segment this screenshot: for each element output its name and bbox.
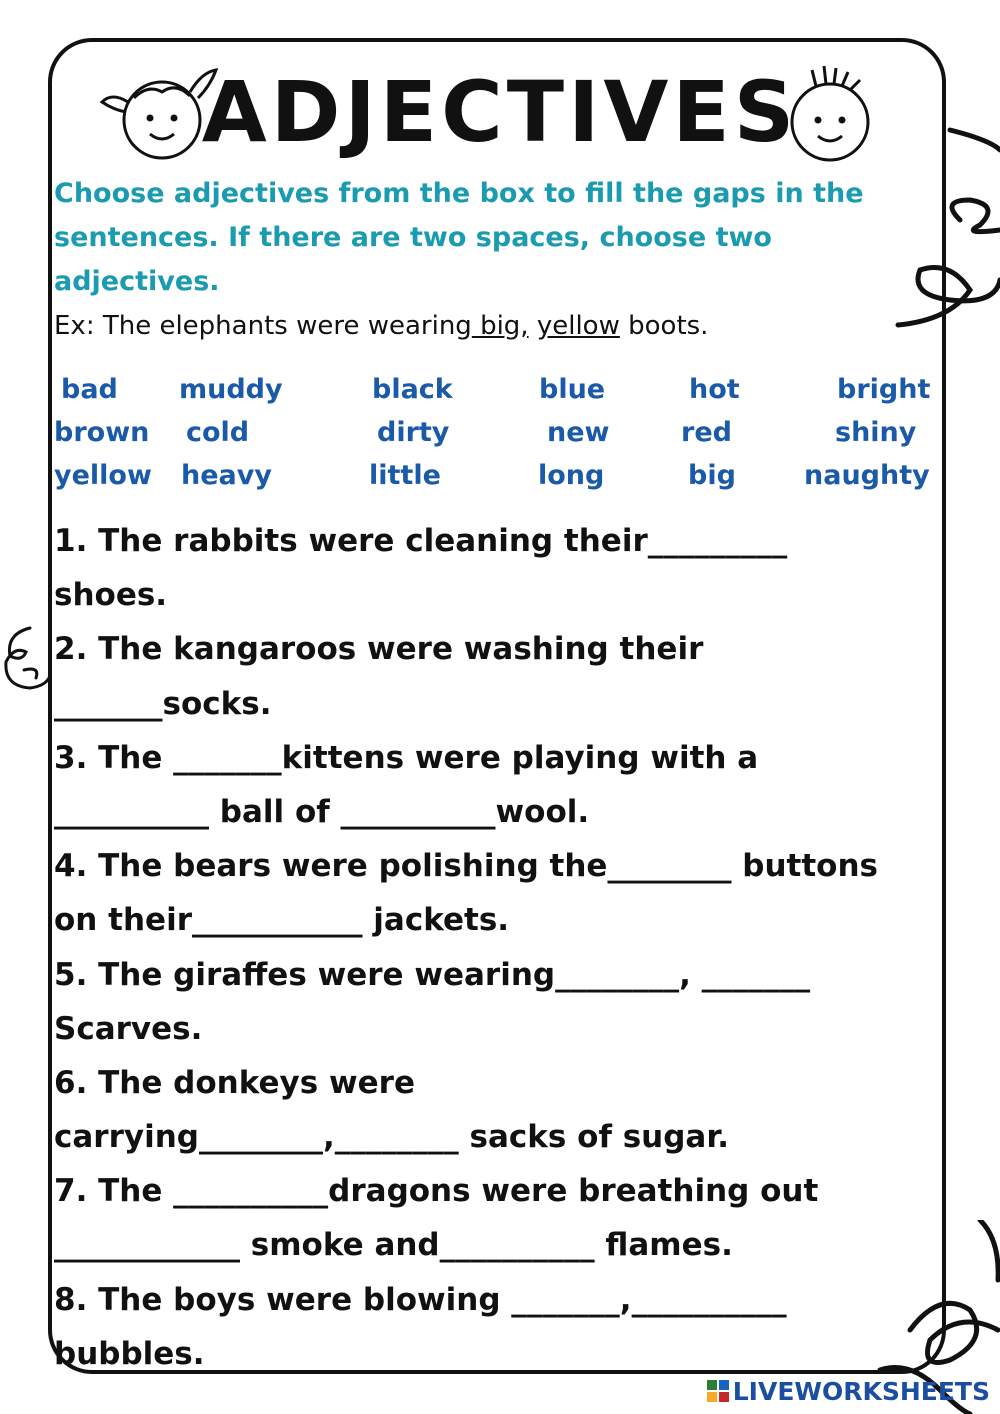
word-item: new (547, 417, 610, 448)
word-item: hot (689, 374, 740, 405)
word-item: heavy (181, 460, 272, 491)
word-item: bright (837, 374, 931, 405)
word-item: muddy (179, 374, 283, 405)
sentence-line: Scarves. (54, 1010, 203, 1047)
sentence-line: _______socks. (54, 685, 272, 722)
example-answer-1: big, (471, 311, 529, 341)
sentence-line: shoes. (54, 577, 168, 614)
word-item: little (369, 460, 441, 491)
word-item: naughty (804, 460, 930, 491)
sentence-line: 6. The donkeys were (54, 1064, 415, 1101)
word-item: red (681, 417, 732, 448)
word-item: yellow (54, 460, 152, 491)
word-item: brown (54, 417, 150, 448)
sentence-line: __________ ball of __________wool. (54, 793, 590, 830)
liveworksheets-watermark[interactable] (707, 1377, 990, 1406)
watermark-text: LIVEWORKSHEETS (732, 1377, 990, 1406)
exercise-sentences (54, 514, 944, 1381)
sentence-line: 4. The bears were polishing the________ buttons (54, 848, 878, 885)
sentence-line: 2. The kangaroos were washing their (54, 631, 704, 668)
example-sentence (54, 304, 934, 348)
sentence-line: 3. The _______kittens were playing with a (54, 739, 759, 776)
word-item: blue (539, 374, 606, 405)
swirl-decoration-icon (890, 120, 1000, 340)
page-title: ADJECTIVES (201, 63, 799, 161)
sentence-line: 1. The rabbits were cleaning their_________ (54, 523, 788, 559)
word-item: black (372, 374, 453, 405)
example-answer-2: yellow (536, 311, 620, 341)
word-item: bad (61, 374, 118, 405)
sentence-line: 8. The boys were blowing _______,__________ (54, 1281, 787, 1318)
example-suffix: boots. (619, 311, 709, 341)
word-item: shiny (835, 417, 917, 448)
sentence-line: 5. The giraffes were wearing________, _______ (54, 956, 811, 993)
word-item: big (688, 460, 736, 491)
word-item: dirty (377, 417, 450, 448)
sentence-line: ____________ smoke and__________ flames. (54, 1227, 733, 1264)
sentence-line: on their___________ jackets. (54, 902, 510, 939)
sentence-line: bubbles. (54, 1335, 205, 1372)
word-item: long (538, 460, 605, 491)
sentence-line: carrying________,________ sacks of sugar. (54, 1119, 729, 1156)
instructions-text: Choose adjectives from the box to fill the gaps in the sentences. If there are two spaces, choose two adjectives. (54, 178, 864, 297)
sentence-line: 7. The __________dragons were breathing out (54, 1173, 819, 1210)
word-item: cold (186, 417, 250, 448)
liveworksheets-logo-icon (707, 1380, 729, 1402)
swirl-decoration-icon (0, 622, 60, 702)
example-prefix: Ex: The elephants were wearing (54, 311, 472, 341)
